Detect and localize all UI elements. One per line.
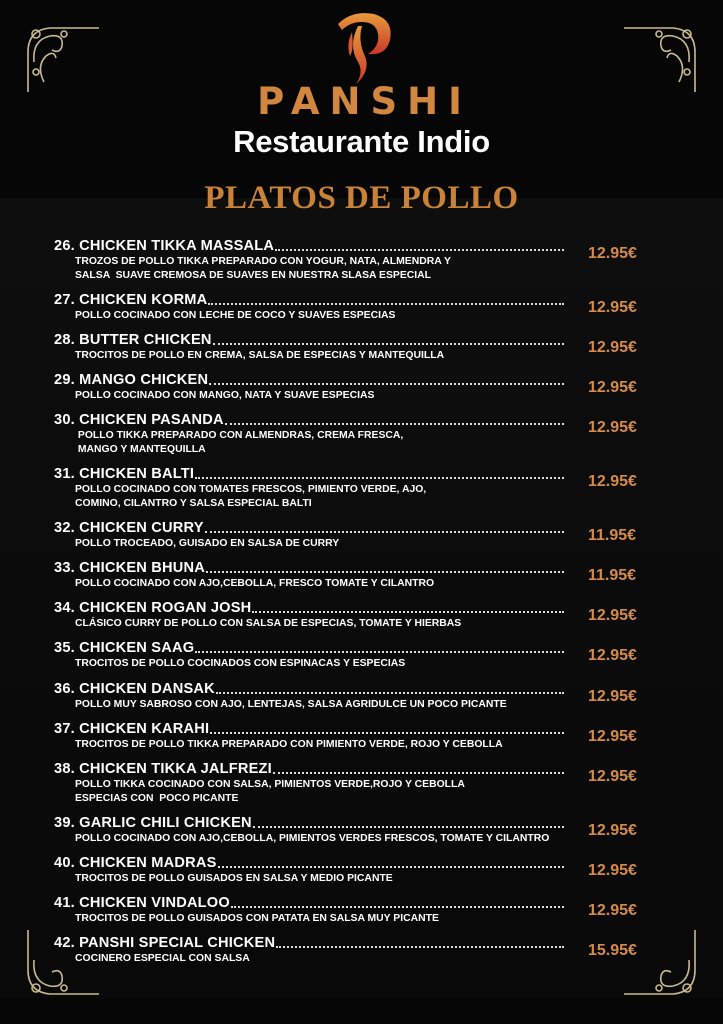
item-name-row xyxy=(54,291,564,309)
dot-leader xyxy=(206,571,564,573)
item-name-row xyxy=(54,599,564,617)
dot-leader xyxy=(195,477,564,479)
dot-leader xyxy=(275,249,564,251)
menu-list xyxy=(54,237,654,975)
dot-leader xyxy=(273,772,564,774)
item-name: 29. MANGO CHICKEN xyxy=(54,372,209,389)
item-name-row xyxy=(54,760,564,778)
dot-leader xyxy=(209,383,564,385)
restaurant-subtitle: Restaurante Indio xyxy=(233,124,490,159)
dot-leader xyxy=(213,343,564,345)
item-name: 42. PANSHI SPECIAL CHICKEN xyxy=(54,935,276,952)
item-description: TROCITOS DE POLLO COCINADOS CON ESPINACAS Y ESPECIAS xyxy=(75,658,406,670)
item-name-row xyxy=(54,854,564,872)
item-name-row xyxy=(54,331,564,349)
menu-item xyxy=(54,411,654,456)
dot-leader xyxy=(195,651,564,653)
menu-item xyxy=(54,760,654,805)
item-price: 12.95€ xyxy=(588,862,637,879)
item-price: 12.95€ xyxy=(588,647,637,665)
item-price: 11.95€ xyxy=(588,567,637,585)
menu-item xyxy=(54,331,654,363)
item-price: 12.95€ xyxy=(588,338,637,356)
item-name-row xyxy=(54,411,564,429)
item-name: 34. CHICKEN ROGAN JOSH xyxy=(54,600,252,617)
item-description: POLLO TROCEADO, GUISADO EN SALSA DE CURRY xyxy=(75,537,340,549)
menu-item xyxy=(54,599,654,631)
item-name: 38. CHICKEN TIKKA JALFREZI xyxy=(54,761,272,778)
item-price: 12.95€ xyxy=(588,687,637,705)
item-description: SALSA SUAVE CREMOSA DE SUAVES EN NUESTRA SLASA ESPECIAL xyxy=(75,269,432,281)
item-name: 40. CHICKEN MADRAS xyxy=(54,855,217,871)
item-description: POLLO COCINADO CON TOMATES FRESCOS, PIMIENTO VERDE, AJO, xyxy=(75,484,427,496)
menu-item xyxy=(54,237,654,282)
dot-leader xyxy=(231,906,564,908)
item-price: 12.95€ xyxy=(588,821,637,839)
item-description: TROZOS DE POLLO TIKKA PREPARADO CON YOGUR, NATA, ALMENDRA Y xyxy=(75,256,451,267)
item-description: POLLO TIKKA COCINADO CON SALSA, PIMIENTOS VERDE,ROJO Y CEBOLLA xyxy=(75,779,465,791)
item-description: CLÁSICO CURRY DE POLLO CON SALSA DE ESPECIAS, TOMATE Y HIERBAS xyxy=(75,618,462,630)
item-price: 12.95€ xyxy=(588,473,637,491)
item-name-row xyxy=(54,680,564,698)
dot-leader xyxy=(210,732,564,734)
dot-leader xyxy=(216,692,564,694)
menu-item xyxy=(54,814,654,846)
item-description: ESPECIAS CON POCO PICANTE xyxy=(75,792,239,804)
item-description: TROCITOS DE POLLO GUISADOS CON PATATA EN SALSA MUY PICANTE xyxy=(75,913,439,925)
item-description: POLLO COCINADO CON MANGO, NATA Y SUAVE ESPECIAS xyxy=(75,390,375,402)
menu-item xyxy=(54,465,654,510)
item-name-row xyxy=(54,465,564,483)
item-name-row xyxy=(54,720,564,738)
item-name: 41. CHICKEN VINDALOO xyxy=(54,895,230,912)
item-name-row xyxy=(54,371,564,389)
menu-item xyxy=(54,854,654,886)
item-name-row xyxy=(54,559,564,577)
item-description: TROCITOS DE POLLO GUISADOS EN SALSA Y MEDIO PICANTE xyxy=(75,873,393,884)
dot-leader xyxy=(253,826,564,828)
dot-leader xyxy=(225,423,564,425)
item-name: 35. CHICKEN SAAG xyxy=(54,640,195,657)
dot-leader xyxy=(205,531,564,533)
item-name: 39. GARLIC CHILI CHICKEN xyxy=(54,814,252,831)
item-description: POLLO COCINADO CON LECHE DE COCO Y SUAVES ESPECIAS xyxy=(75,309,396,321)
item-name-row xyxy=(54,894,564,912)
item-price: 12.95€ xyxy=(588,727,637,745)
section-title: PLATOS DE POLLO xyxy=(204,180,519,216)
item-price: 12.95€ xyxy=(588,768,637,786)
dot-leader xyxy=(252,611,564,613)
item-price: 12.95€ xyxy=(588,298,637,316)
item-name: 31. CHICKEN BALTI xyxy=(54,466,195,483)
item-name: 32. CHICKEN CURRY xyxy=(54,519,204,536)
item-description: COCINERO ESPECIAL CON SALSA xyxy=(75,953,250,965)
item-name-row xyxy=(54,639,564,657)
item-description: POLLO COCINADO CON AJO,CEBOLLA, PIMIENTOS VERDES FRESCOS, TOMATE Y CILANTRO xyxy=(75,832,550,844)
brand-name: PANSHI xyxy=(257,80,472,123)
panshi-logo-icon xyxy=(332,10,396,86)
menu-item xyxy=(54,519,654,551)
menu-item xyxy=(54,720,654,752)
item-price: 12.95€ xyxy=(588,607,637,625)
menu-item xyxy=(54,371,654,403)
item-description: MANGO Y MANTEQUILLA xyxy=(75,443,206,455)
menu-item xyxy=(54,639,654,671)
item-price: 12.95€ xyxy=(588,379,637,397)
item-description: POLLO MUY SABROSO CON AJO, LENTEJAS, SALSA AGRIDULCE UN POCO PICANTE xyxy=(75,698,507,710)
item-name-row xyxy=(54,814,564,832)
menu-item xyxy=(54,291,654,323)
item-description: TROCITOS DE POLLO TIKKA PREPARADO CON PIMIENTO VERDE, ROJO Y CEBOLLA xyxy=(75,738,503,750)
dot-leader xyxy=(208,303,564,305)
item-name: 28. BUTTER CHICKEN xyxy=(54,331,212,348)
item-price: 12.95€ xyxy=(588,245,637,262)
menu-item xyxy=(54,934,654,966)
item-price: 11.95€ xyxy=(588,526,637,544)
menu-item xyxy=(54,894,654,926)
menu-item xyxy=(54,559,654,591)
item-description: POLLO TIKKA PREPARADO CON ALMENDRAS, CREMA FRESCA, xyxy=(75,430,404,442)
item-description: TROCITOS DE POLLO EN CREMA, SALSA DE ESPECIAS Y MANTEQUILLA xyxy=(75,349,445,361)
item-description: COMINO, CILANTRO Y SALSA ESPECIAL BALTI xyxy=(75,497,312,509)
item-name: 36. CHICKEN DANSAK xyxy=(54,680,215,697)
dot-leader xyxy=(218,866,564,868)
item-name: 30. CHICKEN PASANDA xyxy=(54,412,224,429)
item-price: 12.95€ xyxy=(588,419,637,437)
item-name: 26. CHICKEN TIKKA MASSALA xyxy=(54,238,275,254)
item-price: 12.95€ xyxy=(588,902,637,920)
item-price: 15.95€ xyxy=(588,942,637,960)
menu-item xyxy=(54,680,654,712)
item-name: 37. CHICKEN KARAHI xyxy=(54,720,210,737)
item-name-row xyxy=(54,519,564,537)
item-description: POLLO COCINADO CON AJO,CEBOLLA, FRESCO TOMATE Y CILANTRO xyxy=(75,578,435,590)
item-name-row xyxy=(54,237,564,255)
item-name: 27. CHICKEN KORMA xyxy=(54,291,208,308)
item-name-row xyxy=(54,934,564,952)
dot-leader xyxy=(276,946,564,948)
item-name: 33. CHICKEN BHUNA xyxy=(54,560,205,577)
